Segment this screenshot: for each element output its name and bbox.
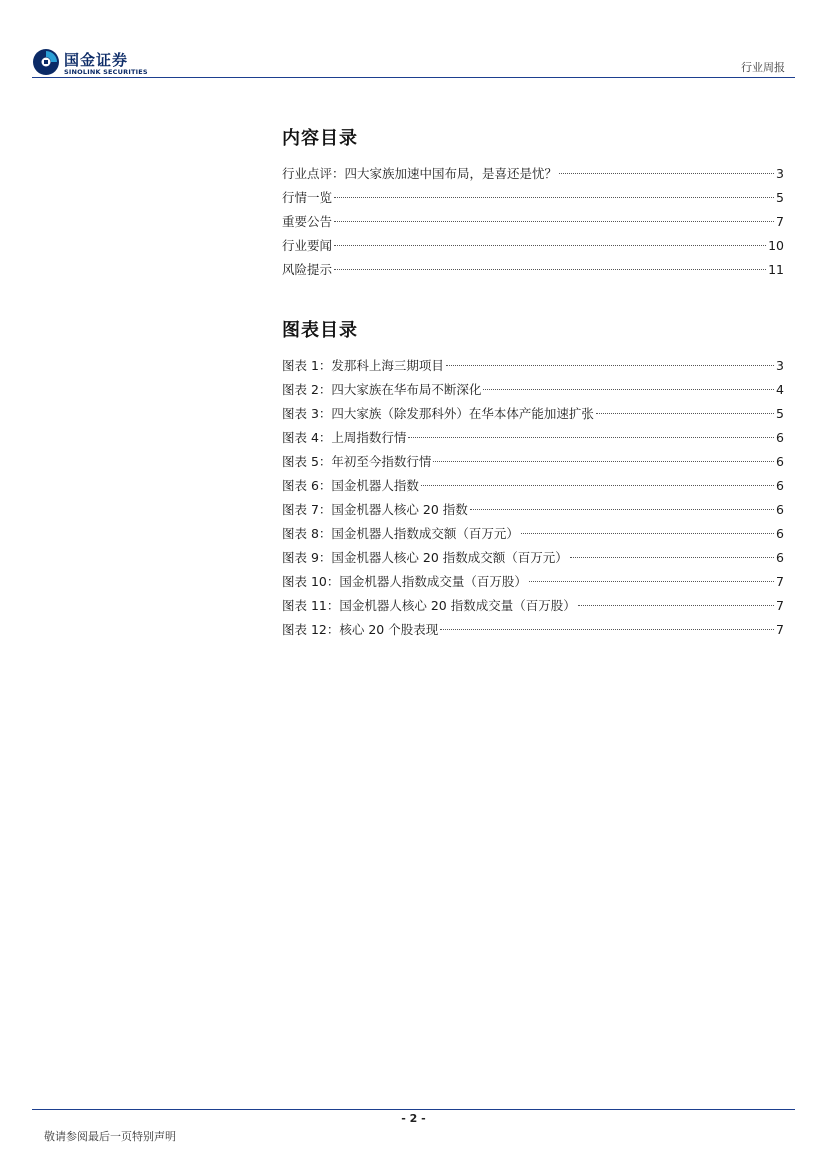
dot-leader xyxy=(446,365,774,366)
figure-entry[interactable] xyxy=(282,498,784,522)
figure-entry-label: 图表 3：四大家族（除发那科外）在华本体产能加速扩张 xyxy=(282,406,594,421)
dot-leader xyxy=(408,437,774,438)
dot-leader xyxy=(596,413,774,414)
figure-entry-label: 图表 12：核心 20 个股表现 xyxy=(282,622,439,637)
figures-title: 图表目录 xyxy=(282,320,358,341)
figures-list xyxy=(282,354,784,642)
figure-entry-page: 6 xyxy=(776,454,784,469)
figure-entry[interactable] xyxy=(282,618,784,642)
figure-entry-label: 图表 4：上周指数行情 xyxy=(282,430,407,445)
logo-chinese-name: 国金证券 xyxy=(64,51,129,69)
toc-entry-label: 行情一览 xyxy=(282,190,333,205)
toc-entry-label: 行业要闻 xyxy=(282,238,333,253)
dot-leader xyxy=(521,533,774,534)
dot-leader xyxy=(578,605,774,606)
figure-entry-page: 7 xyxy=(776,574,784,589)
dot-leader xyxy=(334,245,766,246)
figure-entry-page: 6 xyxy=(776,526,784,541)
page-number: - 2 - xyxy=(401,1112,426,1125)
toc-entry-page: 10 xyxy=(768,238,784,253)
toc-entry-label: 风险提示 xyxy=(282,262,333,277)
figure-entry[interactable] xyxy=(282,426,784,450)
dot-leader xyxy=(529,581,774,582)
logo-english-name: SINOLINK SECURITIES xyxy=(64,68,148,76)
figure-entry[interactable] xyxy=(282,378,784,402)
disclaimer-text: 敬请参阅最后一页特别声明 xyxy=(44,1130,176,1143)
header-divider xyxy=(32,77,795,78)
figure-entry-page: 3 xyxy=(776,358,784,373)
contents-list xyxy=(282,162,784,282)
figure-entry[interactable] xyxy=(282,474,784,498)
report-type-label: 行业周报 xyxy=(741,61,785,74)
figure-entry-page: 7 xyxy=(776,598,784,613)
dot-leader xyxy=(440,629,774,630)
footer-divider xyxy=(32,1109,795,1110)
dot-leader xyxy=(433,461,774,462)
figure-entry-page: 5 xyxy=(776,406,784,421)
figure-entry[interactable] xyxy=(282,594,784,618)
dot-leader xyxy=(559,173,774,174)
toc-entry-label: 重要公告 xyxy=(282,214,333,229)
dot-leader xyxy=(334,269,766,270)
figure-entry[interactable] xyxy=(282,354,784,378)
figure-entry-label: 图表 11：国金机器人核心 20 指数成交量（百万股） xyxy=(282,598,576,613)
dot-leader xyxy=(421,485,774,486)
toc-entry[interactable] xyxy=(282,210,784,234)
contents-title: 内容目录 xyxy=(282,128,358,149)
figure-entry-label: 图表 10：国金机器人指数成交量（百万股） xyxy=(282,574,527,589)
company-logo xyxy=(32,47,172,79)
figure-entry[interactable] xyxy=(282,450,784,474)
figures-section xyxy=(282,319,784,642)
contents-section xyxy=(282,127,784,282)
dot-leader xyxy=(570,557,774,558)
figure-entry-page: 4 xyxy=(776,382,784,397)
figure-entry-label: 图表 8：国金机器人指数成交额（百万元） xyxy=(282,526,519,541)
toc-entry[interactable] xyxy=(282,258,784,282)
figure-entry[interactable] xyxy=(282,570,784,594)
figure-entry[interactable] xyxy=(282,402,784,426)
figure-entry-label: 图表 1：发那科上海三期项目 xyxy=(282,358,444,373)
toc-entry-page: 11 xyxy=(768,262,784,277)
dot-leader xyxy=(334,221,774,222)
dot-leader xyxy=(483,389,774,390)
figure-entry-page: 6 xyxy=(776,478,784,493)
figure-entry-label: 图表 9：国金机器人核心 20 指数成交额（百万元） xyxy=(282,550,568,565)
figure-entry-page: 6 xyxy=(776,502,784,517)
figure-entry-label: 图表 5：年初至今指数行情 xyxy=(282,454,432,469)
figure-entry-label: 图表 6：国金机器人指数 xyxy=(282,478,419,493)
sinolink-logo-icon xyxy=(32,48,60,76)
figure-entry-label: 图表 7：国金机器人核心 20 指数 xyxy=(282,502,468,517)
figure-entry[interactable] xyxy=(282,546,784,570)
figure-entry[interactable] xyxy=(282,522,784,546)
toc-entry-page: 5 xyxy=(776,190,784,205)
figure-entry-page: 6 xyxy=(776,550,784,565)
dot-leader xyxy=(470,509,774,510)
toc-entry-label: 行业点评：四大家族加速中国布局，是喜还是忧？ xyxy=(282,166,558,181)
dot-leader xyxy=(334,197,774,198)
figure-entry-page: 7 xyxy=(776,622,784,637)
toc-entry-page: 7 xyxy=(776,214,784,229)
figure-entry-page: 6 xyxy=(776,430,784,445)
toc-entry-page: 3 xyxy=(776,166,784,181)
toc-entry[interactable] xyxy=(282,234,784,258)
figure-entry-label: 图表 2：四大家族在华布局不断深化 xyxy=(282,382,482,397)
toc-entry[interactable] xyxy=(282,162,784,186)
toc-entry[interactable] xyxy=(282,186,784,210)
